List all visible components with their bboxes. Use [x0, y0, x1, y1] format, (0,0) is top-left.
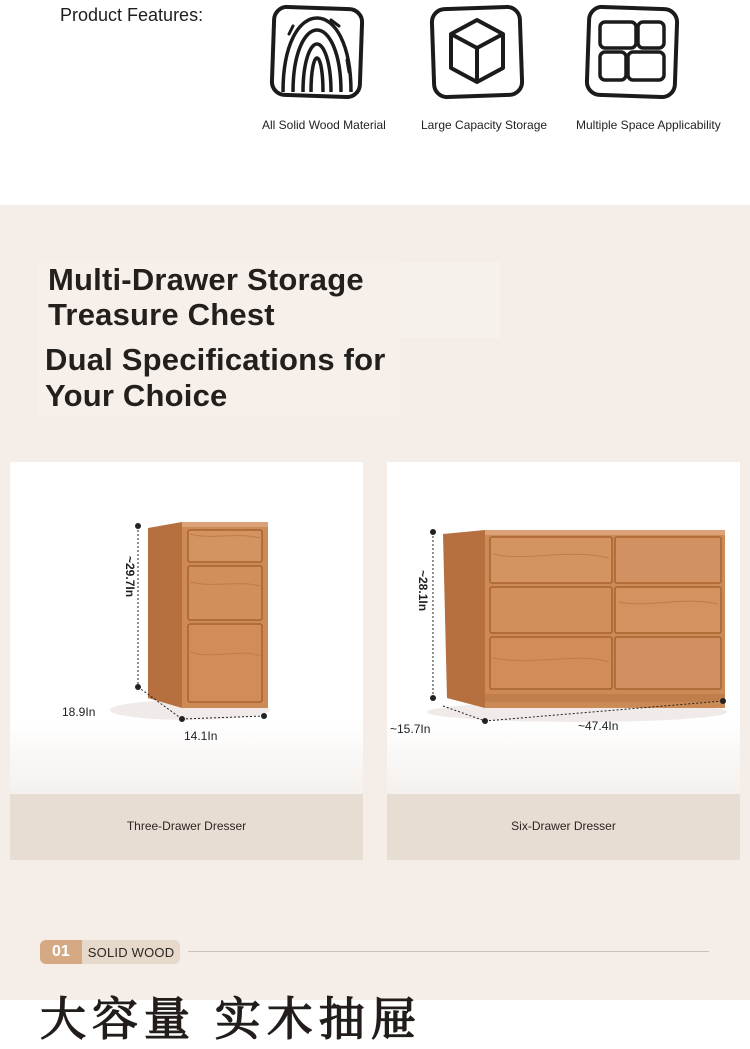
section-number: 01	[40, 940, 82, 964]
product-photo	[387, 462, 740, 794]
width-dimension: ~47.4In	[578, 719, 619, 733]
section-tag: SOLID WOOD	[82, 940, 181, 964]
product-features-section	[0, 0, 750, 205]
depth-dimension: 18.9In	[62, 705, 96, 719]
feature-caption-storage: Large Capacity Storage	[421, 118, 548, 132]
three-drawer-dresser-image	[10, 462, 363, 794]
product-name: Six-Drawer Dresser	[511, 819, 616, 833]
depth-dimension: ~15.7In	[390, 722, 431, 736]
section-badge	[40, 940, 180, 964]
section-divider	[188, 951, 709, 952]
feature-caption-space: Multiple Space Applicability	[576, 118, 721, 132]
width-dimension: 14.1In	[184, 729, 218, 743]
sub-title: Dual Specifications for Your Choice	[45, 342, 386, 413]
product-photo	[10, 462, 363, 794]
title-backdrop-accent	[400, 262, 500, 338]
feature-caption-wood: All Solid Wood Material	[262, 118, 386, 132]
main-title: Multi-Drawer Storage Treasure Chest	[48, 262, 364, 332]
product-card-six-drawer[interactable]	[387, 462, 740, 860]
product-name: Three-Drawer Dresser	[126, 819, 247, 833]
height-dimension-label: ~28.1In	[416, 570, 430, 612]
product-card-three-drawer[interactable]	[10, 462, 363, 860]
six-drawer-dresser-image	[387, 462, 740, 794]
storage-cube-icon	[429, 4, 525, 100]
section-title: 大容量 实木抽屉	[40, 993, 423, 1045]
solid-wood-grain-icon	[269, 4, 365, 100]
features-label: Product Features:	[60, 5, 204, 25]
multi-space-grid-icon	[584, 4, 680, 100]
height-dimension-label: ~29.7In	[123, 556, 137, 598]
